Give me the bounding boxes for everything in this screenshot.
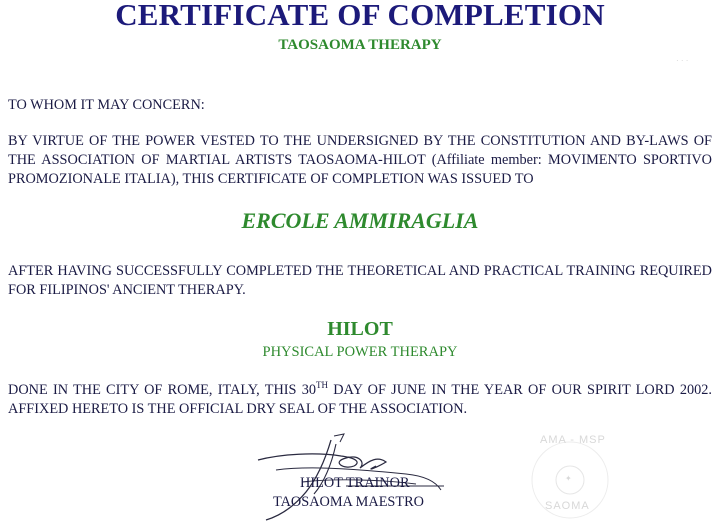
corner-mark: · · ·	[676, 56, 689, 65]
seal-top-text: AMA - MSP	[540, 434, 606, 446]
seal-bottom-text: SAOMA	[545, 500, 590, 512]
authority-paragraph: BY VIRTUE OF THE POWER VESTED TO THE UNDERSIGNED BY THE CONSTITUTION AND BY-LAWS OF THE ASSOCIATION OF MARTIAL ARTISTS TAOSAOMA-HILOT (Affiliate member: MOVIMENTO SPORTIVO PROMOZIONALE ITALIA), THIS CERTIFICATE OF COMPLETION WAS ISSUED TO	[8, 133, 712, 187]
issuance-paragraph	[8, 381, 712, 419]
issuance-text-start: DONE IN THE CITY OF ROME, ITALY, THIS 30	[8, 382, 317, 398]
issuance-text-end: DAY OF JUNE IN THE YEAR OF OUR SPIRIT LORD 2002. AFFIXED HERETO IS THE OFFICIAL DRY SEAL OF THE ASSOCIATION.	[8, 382, 712, 417]
certificate-subtitle: TAOSAOMA THERAPY	[278, 37, 442, 53]
course-title: HILOT	[327, 318, 393, 340]
completion-paragraph: AFTER HAVING SUCCESSFULLY COMPLETED THE THEORETICAL AND PRACTICAL TRAINING REQUIRED FOR FILIPINOS' ANCIENT THERAPY.	[8, 263, 712, 298]
certificate-title: CERTIFICATE OF COMPLETION	[115, 0, 605, 32]
course-subtitle: PHYSICAL POWER THERAPY	[262, 344, 458, 360]
signatory-title-2: TAOSAOMA MAESTRO	[273, 494, 424, 510]
recipient-name: ERCOLE AMMIRAGLIA	[241, 208, 479, 233]
signatory-title-1: HILOT TRAINOR	[300, 475, 410, 491]
seal-center-mark: ✦	[565, 474, 573, 483]
salutation: TO WHOM IT MAY CONCERN:	[8, 97, 205, 113]
ordinal-suffix: TH	[316, 380, 329, 390]
